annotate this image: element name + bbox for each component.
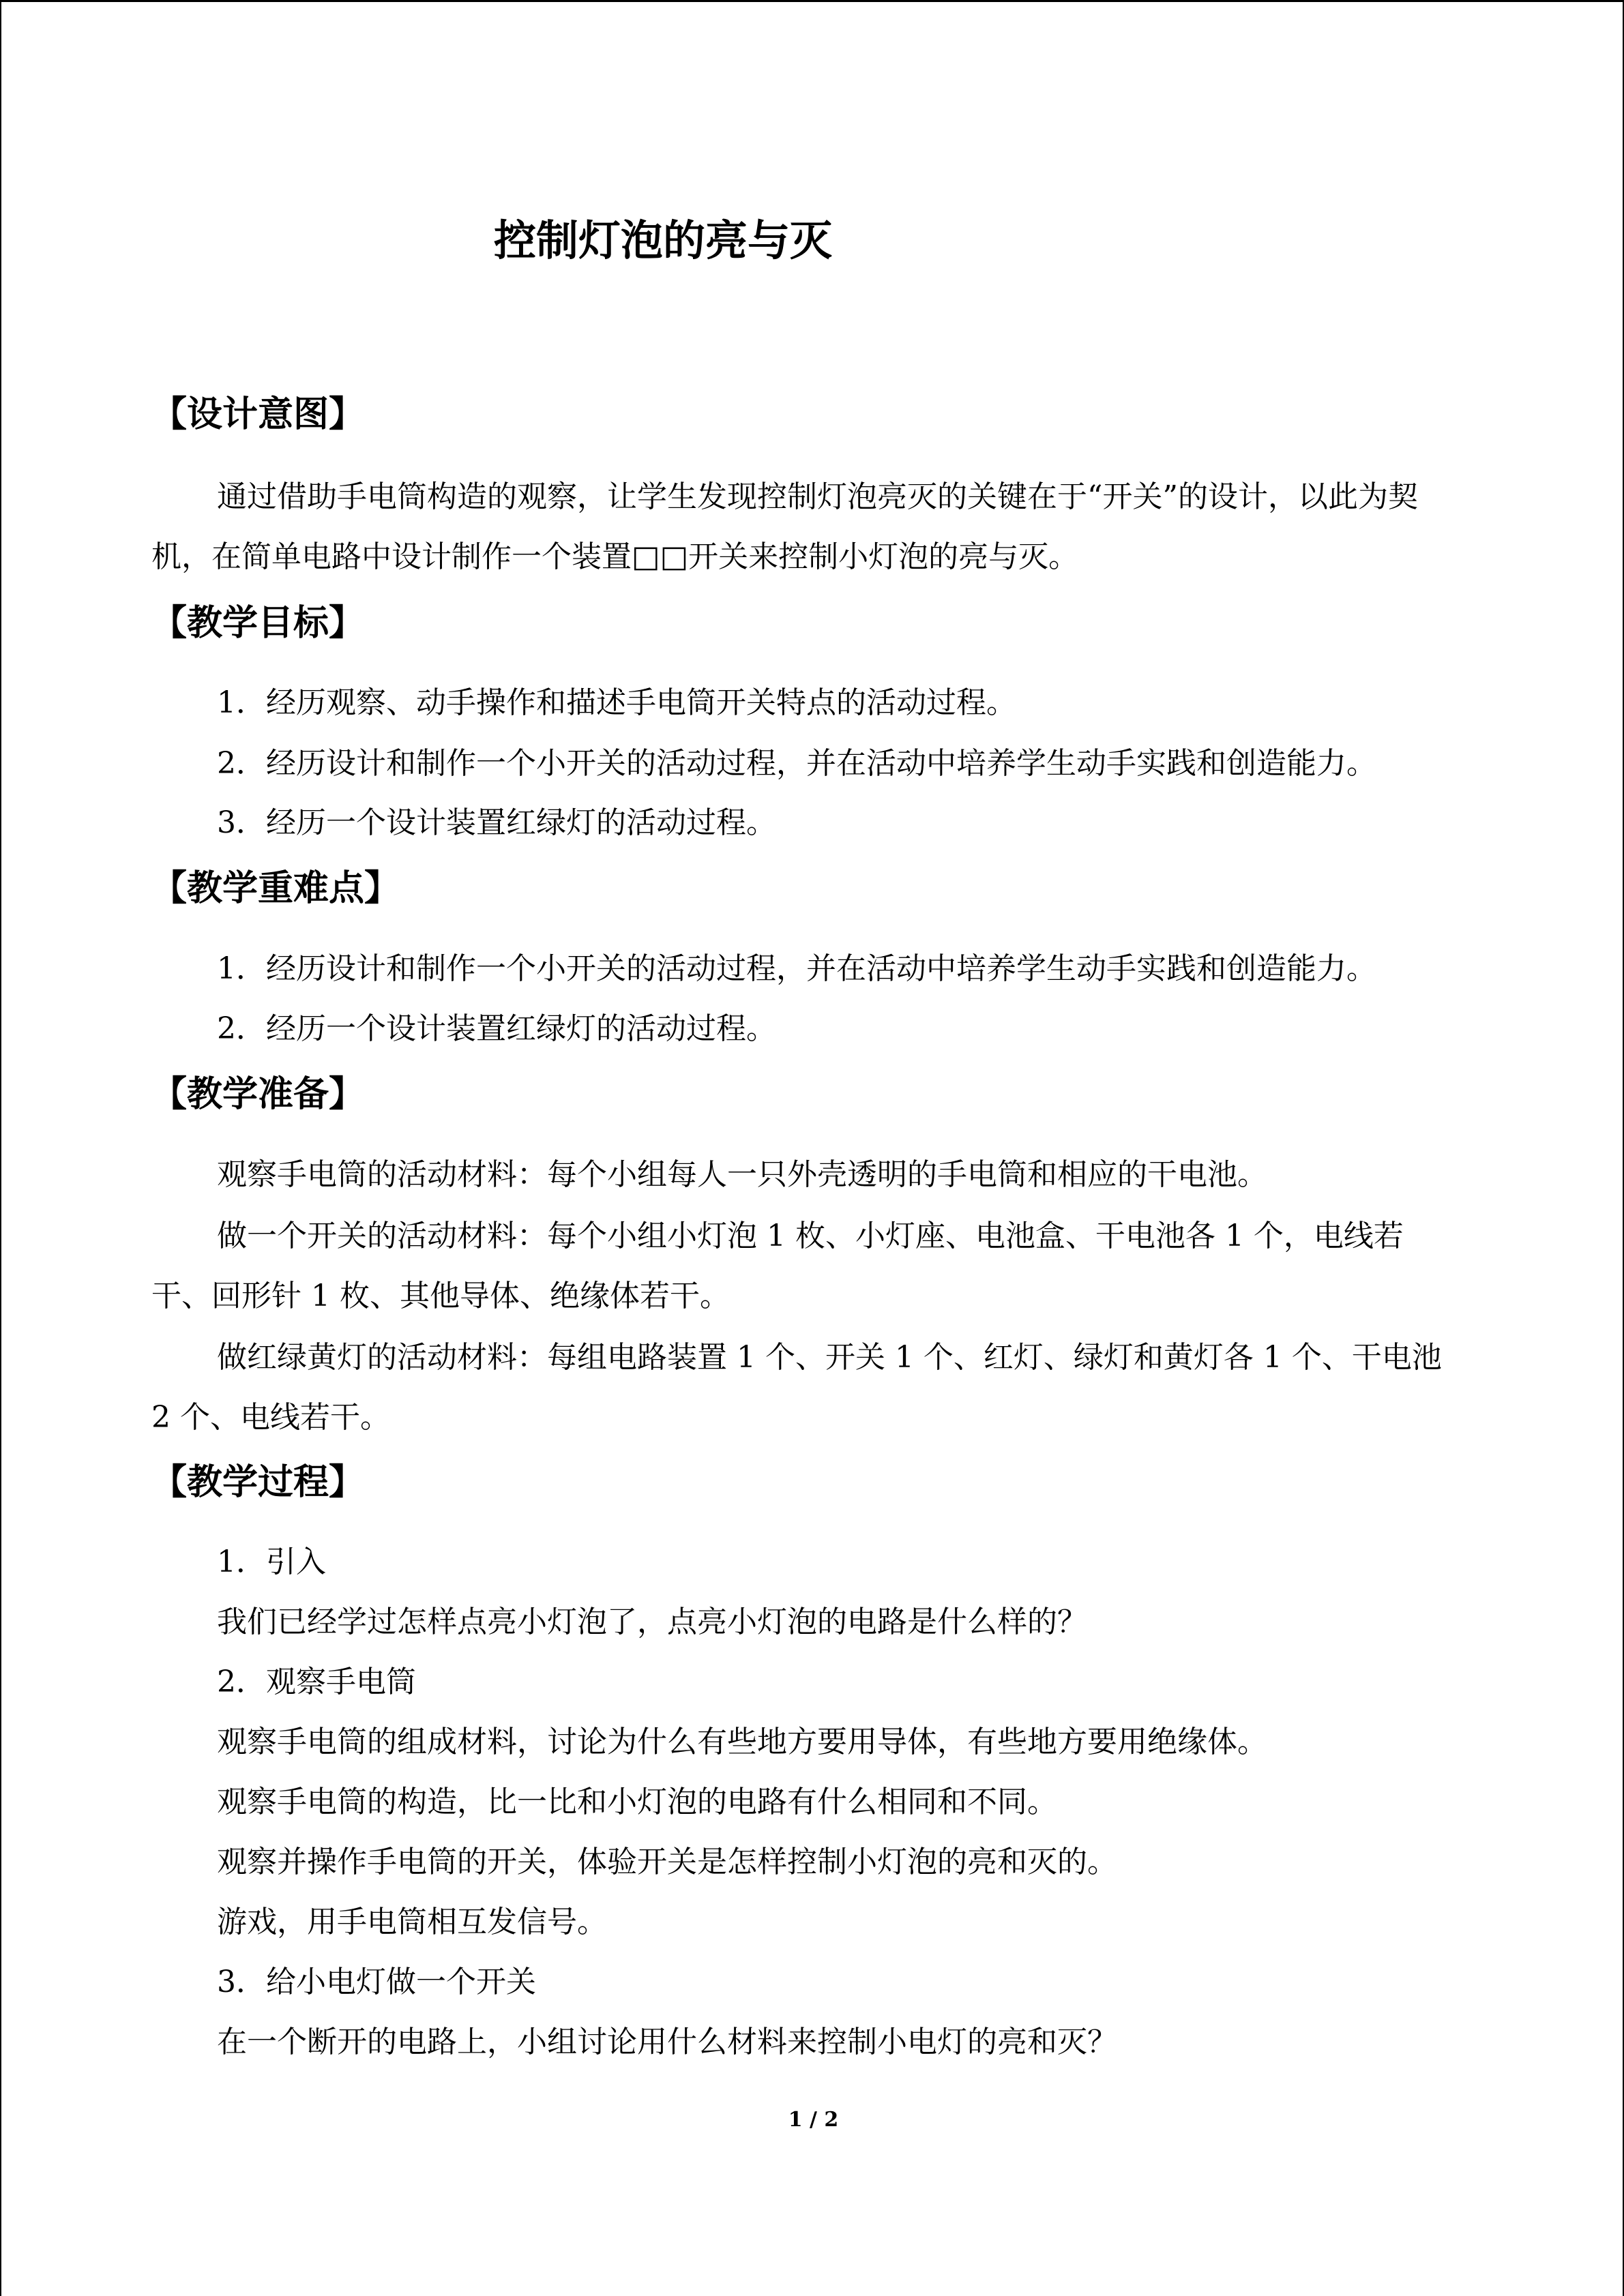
process-item: 游戏，用手电筒相互发信号。 — [217, 1905, 607, 1939]
teaching-goal-item: 1．经历观察、动手操作和描述手电筒开关特点的活动过程。 — [217, 685, 1016, 720]
preparation-paragraph: 做一个开关的活动材料：每个小组小灯泡 1 枚、小灯座、电池盒、干电池各 1 个，电线若干、回形针 1 枚、其他导体、绝缘体若干。 — [151, 1219, 1404, 1313]
process-item: 2．观察手电筒 — [217, 1665, 416, 1699]
preparation-paragraph: 观察手电筒的活动材料：每个小组每人一只外壳透明的手电筒和相应的干电池。 — [217, 1157, 1267, 1192]
process-item: 在一个断开的电路上，小组讨论用什么材料来控制小电灯的亮和灭？ — [217, 2025, 1117, 2059]
section-heading-process: 【教学过程】 — [151, 1461, 365, 1503]
process-item: 3．给小电灯做一个开关 — [217, 1965, 536, 1999]
process-item: 1．引入 — [217, 1545, 326, 1579]
document-title: 控制灯泡的亮与灭 — [493, 215, 832, 265]
process-item: 观察并操作手电筒的开关，体验开关是怎样控制小灯泡的亮和灭的。 — [217, 1845, 1117, 1879]
section-heading-preparation: 【教学准备】 — [151, 1073, 365, 1115]
key-point-item: 2．经历一个设计装置红绿灯的活动过程。 — [217, 1011, 776, 1046]
process-item: 我们已经学过怎样点亮小灯泡了，点亮小灯泡的电路是什么样的？ — [217, 1605, 1087, 1639]
section-heading-key-points: 【教学重难点】 — [151, 867, 400, 909]
preparation-paragraph: 做红绿黄灯的活动材料：每组电路装置 1 个、开关 1 个、红灯、绿灯和黄灯各 1 个、干电池 2 个、电线若干。 — [151, 1340, 1442, 1435]
section-heading-design-intent: 【设计意图】 — [151, 393, 365, 435]
page-number: 1 / 2 — [788, 2108, 839, 2132]
process-item: 观察手电筒的构造，比一比和小灯泡的电路有什么相同和不同。 — [217, 1785, 1057, 1819]
section-heading-teaching-goals: 【教学目标】 — [151, 602, 365, 644]
teaching-goal-item: 2．经历设计和制作一个小开关的活动过程，并在活动中培养学生动手实践和创造能力。 — [217, 746, 1376, 781]
design-intent-paragraph: 通过借助手电筒构造的观察，让学生发现控制灯泡亮灭的关键在于“开关”的设计，以此为契机，在简单电路中设计制作一个装置□□开关来控制小灯泡的亮与灭。 — [151, 479, 1418, 574]
process-item: 观察手电筒的组成材料，讨论为什么有些地方要用导体，有些地方要用绝缘体。 — [217, 1725, 1267, 1759]
teaching-goal-item: 3．经历一个设计装置红绿灯的活动过程。 — [217, 805, 776, 840]
key-point-item: 1．经历设计和制作一个小开关的活动过程，并在活动中培养学生动手实践和创造能力。 — [217, 951, 1376, 986]
